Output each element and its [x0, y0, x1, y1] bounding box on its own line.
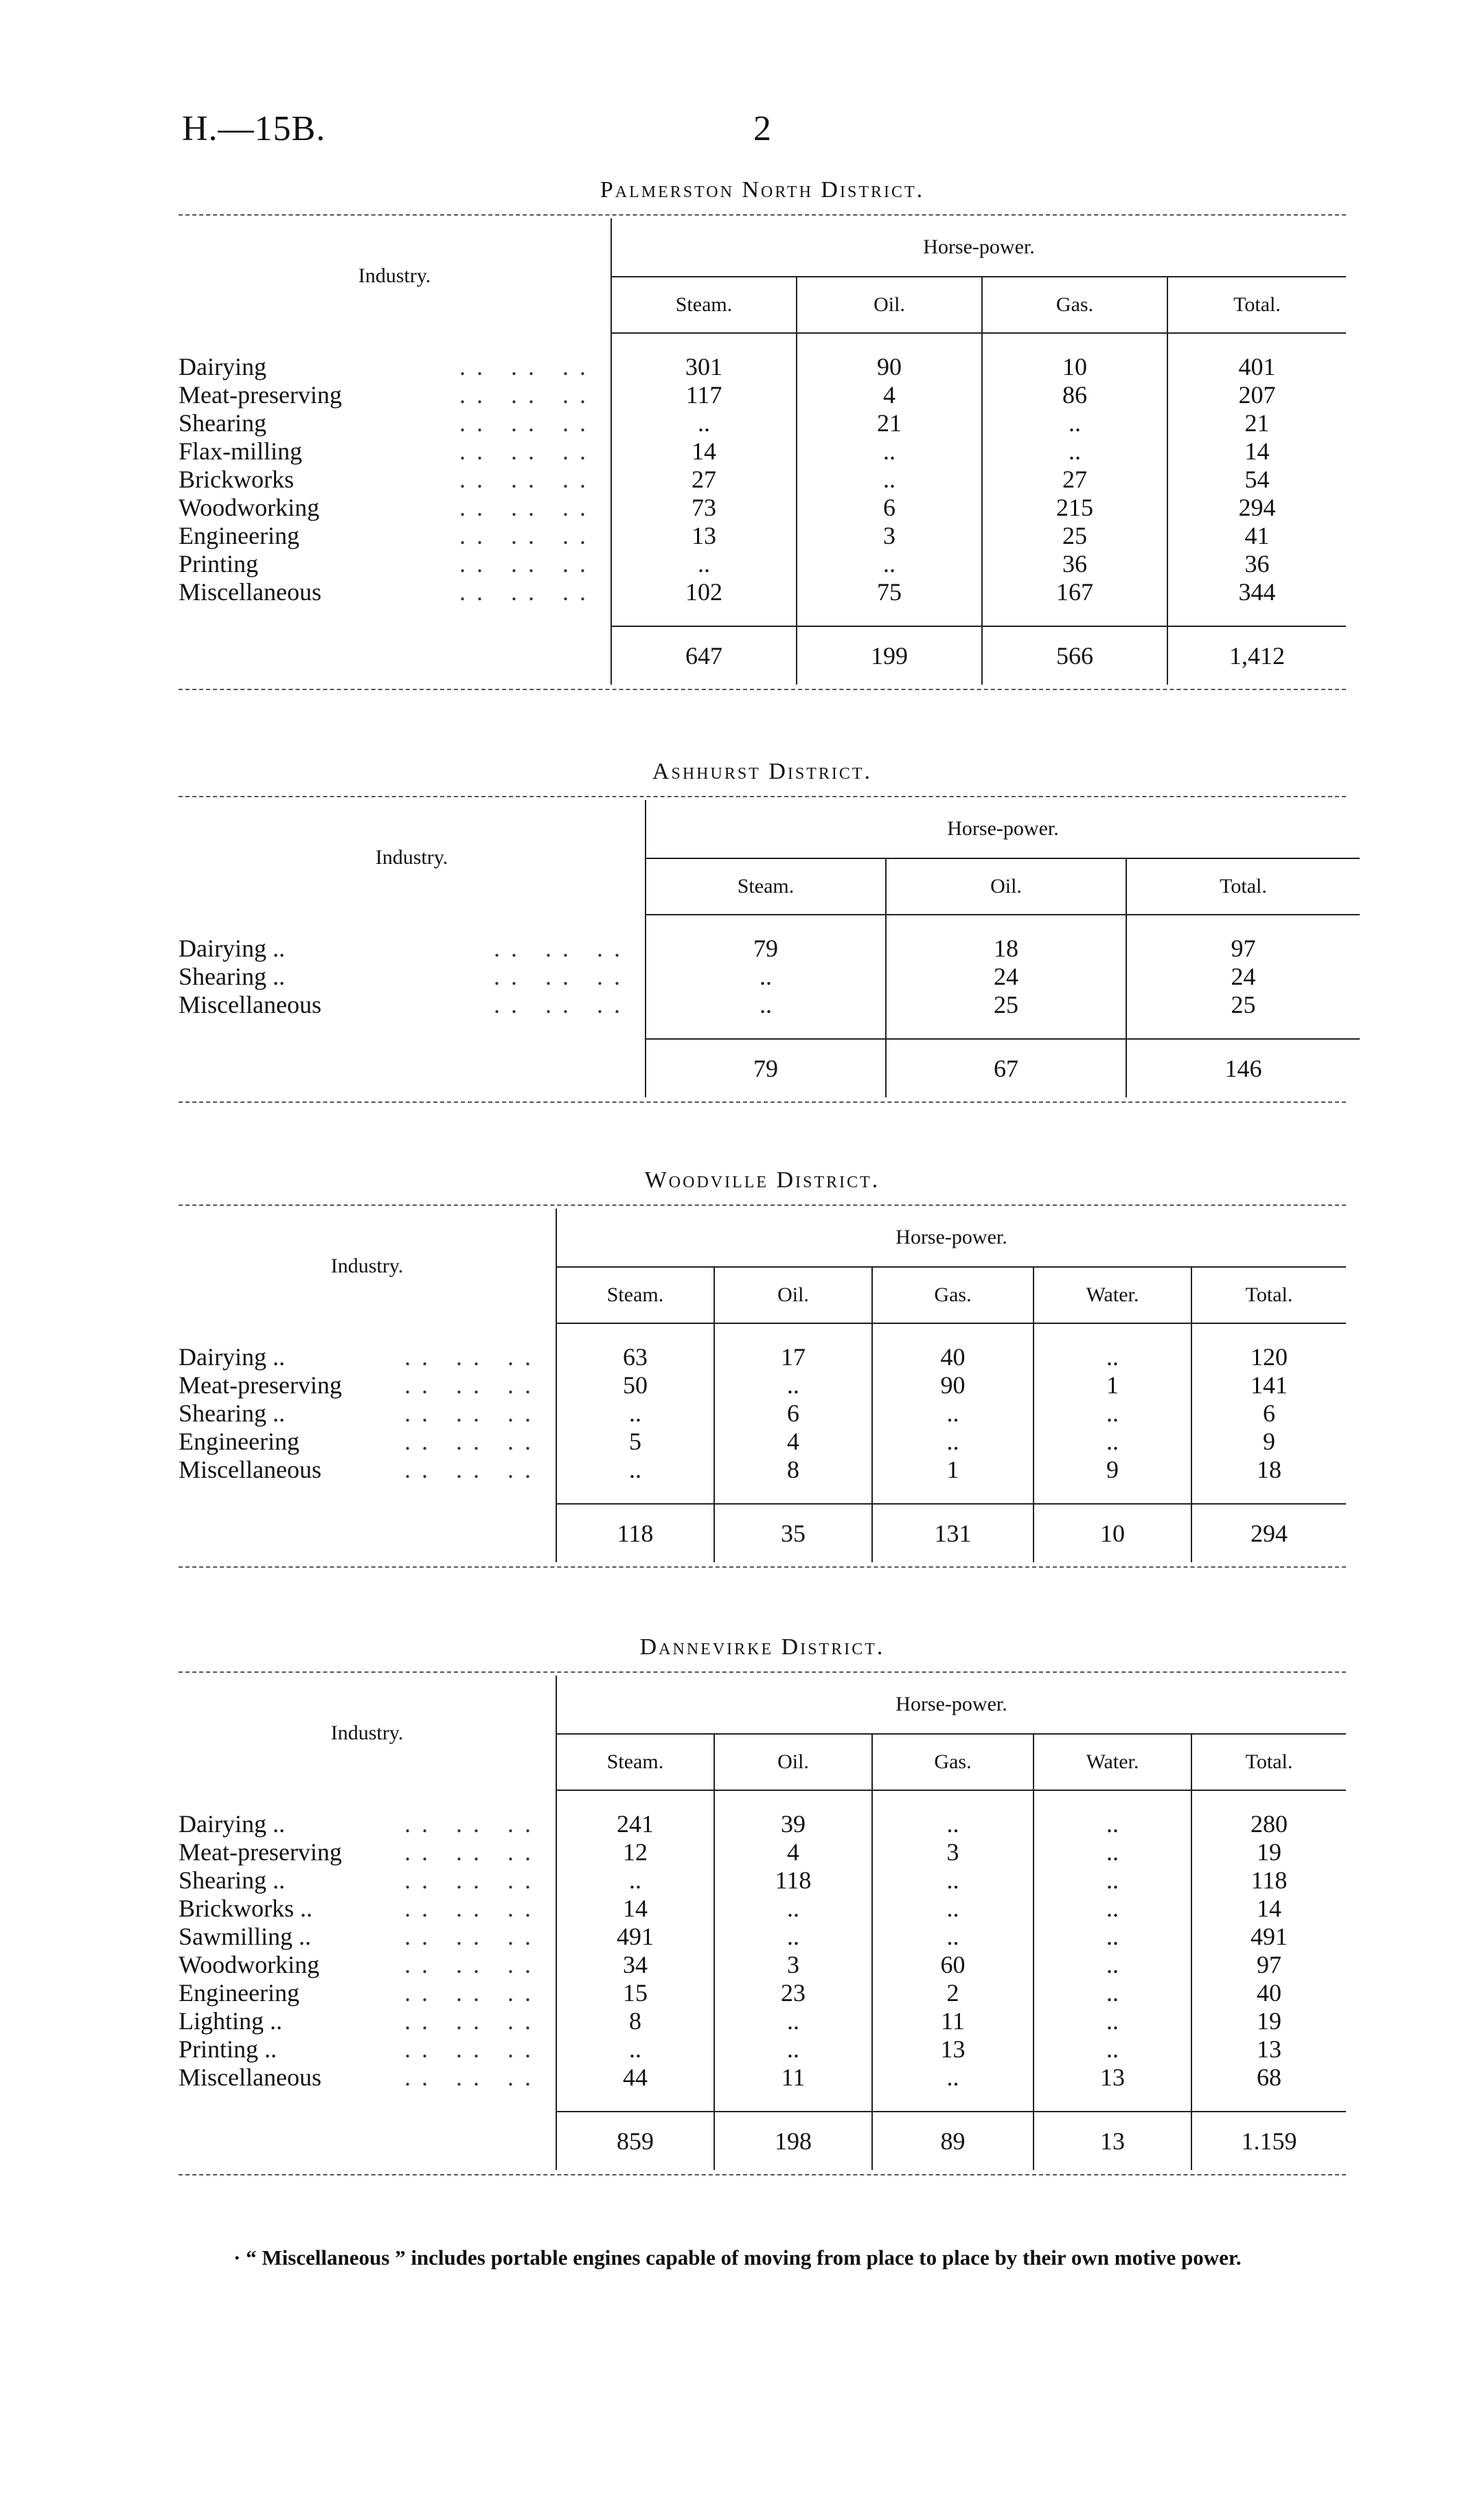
industry-name — [179, 963, 646, 991]
totals-row — [179, 1039, 1360, 1097]
cell-oil: 6 — [797, 494, 982, 522]
cell-water: .. — [1034, 1428, 1191, 1456]
cell-gas: 40 — [872, 1343, 1034, 1371]
table-row — [179, 1371, 1346, 1399]
industry-label: Dairying — [179, 353, 266, 380]
cell-total: 9 — [1191, 1428, 1346, 1456]
leader-dots: .. .. .. — [404, 1866, 542, 1894]
industry-label: Meat-preserving — [179, 1838, 342, 1866]
industry-label: Dairying .. — [179, 935, 285, 962]
cell-steam: 34 — [556, 1951, 714, 1979]
industry-name — [179, 1399, 556, 1428]
leader-dots: .. .. .. — [459, 409, 597, 437]
section-top-rule — [179, 1204, 1346, 1206]
cell-oil: 4 — [714, 1428, 872, 1456]
industry-label: Brickworks — [179, 466, 294, 493]
column-header-total: Total. — [1167, 277, 1346, 333]
industry-label: Woodworking — [179, 1951, 320, 1978]
page-code: H.—15B. — [182, 109, 326, 148]
cell-oil: 11 — [714, 2064, 872, 2092]
industry-name — [179, 1895, 556, 1923]
industry-name — [179, 522, 611, 550]
cell-total: 19 — [1191, 1838, 1346, 1866]
cell-steam: 79 — [646, 935, 886, 963]
cell-gas: 86 — [982, 381, 1167, 409]
cell-gas: .. — [872, 1810, 1034, 1838]
table-row — [179, 1951, 1346, 1979]
cell-steam: 14 — [611, 437, 797, 466]
industry-name — [179, 353, 611, 381]
cell-gas: .. — [872, 1399, 1034, 1428]
table-row — [179, 466, 1346, 494]
leader-dots: .. .. .. — [404, 1810, 542, 1838]
total-gas: 566 — [982, 626, 1167, 685]
cell-steam: 44 — [556, 2064, 714, 2092]
industry-name — [179, 1371, 556, 1399]
section-title: Woodville District. — [644, 1167, 880, 1193]
cell-total: 141 — [1191, 1371, 1346, 1399]
leader-dots: .. .. .. — [494, 935, 631, 962]
column-header-oil: Oil. — [714, 1734, 872, 1790]
cell-water: .. — [1034, 1343, 1191, 1371]
leader-dots: .. .. .. — [459, 466, 597, 493]
total-gas: 89 — [872, 2112, 1034, 2170]
industry-label: Shearing — [179, 409, 266, 437]
table-row — [179, 935, 1360, 963]
leader-dots: .. .. .. — [459, 522, 597, 549]
cell-gas: 1 — [872, 1456, 1034, 1484]
section-bottom-rule — [179, 2174, 1346, 2175]
total-steam: 79 — [646, 1039, 886, 1097]
cell-gas: .. — [872, 1428, 1034, 1456]
industry-label: Engineering — [179, 522, 299, 549]
industry-label: Printing .. — [179, 2035, 277, 2063]
leader-dots: .. .. .. — [404, 2035, 542, 2063]
cell-steam: 12 — [556, 1838, 714, 1866]
total-water: 10 — [1034, 1504, 1191, 1562]
footnote: · “ Miscellaneous ” includes portable engines capable of moving from place to place by their own motive power. — [233, 2246, 1242, 2270]
industry-name — [179, 2007, 556, 2035]
leader-dots: .. .. .. — [494, 991, 631, 1018]
industry-name — [179, 1343, 556, 1371]
horse-power-table — [179, 1676, 1346, 2170]
leader-dots: .. .. .. — [404, 1456, 542, 1483]
table-row — [179, 550, 1346, 578]
cell-total: 54 — [1167, 466, 1346, 494]
horse-power-header: Horse-power. — [556, 1676, 1346, 1734]
cell-oil: 17 — [714, 1343, 872, 1371]
cell-gas: .. — [872, 1895, 1034, 1923]
cell-water: 9 — [1034, 1456, 1191, 1484]
column-header-total: Total. — [1191, 1267, 1346, 1323]
table-row — [179, 2007, 1346, 2035]
leader-dots: .. .. .. — [459, 381, 597, 409]
cell-gas: 27 — [982, 466, 1167, 494]
column-header-oil: Oil. — [886, 858, 1126, 915]
section-bottom-rule — [179, 1101, 1346, 1103]
industry-label: Meat-preserving — [179, 1371, 342, 1399]
column-header-oil: Oil. — [714, 1267, 872, 1323]
cell-steam: 117 — [611, 381, 797, 409]
section-top-rule — [179, 796, 1346, 797]
cell-oil: 24 — [886, 963, 1126, 991]
cell-water: .. — [1034, 1399, 1191, 1428]
cell-total: 13 — [1191, 2035, 1346, 2064]
table-row — [179, 991, 1360, 1019]
table-row — [179, 2035, 1346, 2064]
cell-steam: .. — [556, 1399, 714, 1428]
cell-oil: .. — [714, 2035, 872, 2064]
industry-label: Flax-milling — [179, 437, 302, 465]
column-header-steam: Steam. — [556, 1734, 714, 1790]
cell-steam: .. — [646, 991, 886, 1019]
leader-dots: .. .. .. — [459, 353, 597, 380]
leader-dots: .. .. .. — [404, 1371, 542, 1399]
industry-header: Industry. — [358, 264, 431, 287]
cell-oil: 6 — [714, 1399, 872, 1428]
industry-label: Engineering — [179, 1428, 299, 1455]
industry-name — [179, 1456, 556, 1484]
cell-total: 24 — [1126, 963, 1360, 991]
column-header-steam: Steam. — [556, 1267, 714, 1323]
table-row — [179, 1838, 1346, 1866]
cell-steam: 14 — [556, 1895, 714, 1923]
leader-dots: .. .. .. — [404, 1838, 542, 1866]
cell-steam: 27 — [611, 466, 797, 494]
industry-name — [179, 991, 646, 1019]
cell-total: 120 — [1191, 1343, 1346, 1371]
cell-steam: 73 — [611, 494, 797, 522]
industry-label: Printing — [179, 550, 259, 578]
cell-oil: .. — [797, 437, 982, 466]
leader-dots: .. .. .. — [404, 1923, 542, 1950]
total-total: 146 — [1126, 1039, 1360, 1097]
industry-name — [179, 1838, 556, 1866]
industry-label: Shearing .. — [179, 963, 285, 990]
cell-total: 344 — [1167, 578, 1346, 606]
cell-steam: .. — [611, 409, 797, 437]
column-header-steam: Steam. — [611, 277, 797, 333]
leader-dots: .. .. .. — [404, 1428, 542, 1455]
cell-oil: 23 — [714, 1979, 872, 2007]
industry-name — [179, 381, 611, 409]
horse-power-table — [179, 218, 1346, 685]
cell-total: 207 — [1167, 381, 1346, 409]
industry-label: Sawmilling .. — [179, 1923, 312, 1950]
cell-gas: 90 — [872, 1371, 1034, 1399]
total-steam: 118 — [556, 1504, 714, 1562]
table-row — [179, 1810, 1346, 1838]
column-header-steam: Steam. — [646, 858, 886, 915]
section-bottom-rule — [179, 689, 1346, 690]
cell-steam: .. — [646, 963, 886, 991]
industry-label: Dairying .. — [179, 1810, 285, 1838]
industry-name — [179, 550, 611, 578]
table-row — [179, 1866, 1346, 1895]
table-row — [179, 1343, 1346, 1371]
industry-label: Woodworking — [179, 494, 320, 521]
cell-oil: 3 — [714, 1951, 872, 1979]
industry-label: Shearing .. — [179, 1399, 285, 1427]
cell-steam: 491 — [556, 1923, 714, 1951]
industry-label: Miscellaneous — [179, 2064, 321, 2091]
cell-steam: .. — [611, 550, 797, 578]
cell-gas: 2 — [872, 1979, 1034, 2007]
total-steam: 647 — [611, 626, 797, 685]
industry-name — [179, 437, 611, 466]
cell-total: 491 — [1191, 1923, 1346, 1951]
horse-power-header: Horse-power. — [556, 1209, 1346, 1267]
cell-oil: 4 — [714, 1838, 872, 1866]
industry-name — [179, 1923, 556, 1951]
cell-water: .. — [1034, 1895, 1191, 1923]
leader-dots: .. .. .. — [404, 1399, 542, 1427]
cell-steam: 241 — [556, 1810, 714, 1838]
cell-steam: 50 — [556, 1371, 714, 1399]
industry-header: Industry. — [330, 1721, 404, 1744]
table-row — [179, 381, 1346, 409]
cell-steam: 301 — [611, 353, 797, 381]
page-number: 2 — [753, 109, 771, 148]
industry-name — [179, 1951, 556, 1979]
cell-water: 1 — [1034, 1371, 1191, 1399]
table-row — [179, 963, 1360, 991]
cell-steam: 102 — [611, 578, 797, 606]
totals-row — [179, 2112, 1346, 2170]
industry-name — [179, 409, 611, 437]
horse-power-table — [179, 1209, 1346, 1562]
industry-name — [179, 578, 611, 606]
industry-name — [179, 1428, 556, 1456]
table-row — [179, 1923, 1346, 1951]
table-row — [179, 2064, 1346, 2092]
cell-gas: 11 — [872, 2007, 1034, 2035]
cell-oil: 18 — [886, 935, 1126, 963]
leader-dots: .. .. .. — [404, 1343, 542, 1371]
column-header-gas: Gas. — [982, 277, 1167, 333]
table-row — [179, 578, 1346, 606]
leader-dots: .. .. .. — [404, 2064, 542, 2091]
table-row — [179, 437, 1346, 466]
column-header-water: Water. — [1034, 1267, 1191, 1323]
table-row — [179, 353, 1346, 381]
table-row — [179, 1456, 1346, 1484]
cell-water: .. — [1034, 2007, 1191, 2035]
cell-water: .. — [1034, 1923, 1191, 1951]
cell-oil: 75 — [797, 578, 982, 606]
horse-power-header: Horse-power. — [646, 800, 1360, 858]
cell-steam: .. — [556, 1866, 714, 1895]
cell-gas: 215 — [982, 494, 1167, 522]
leader-dots: .. .. .. — [404, 1979, 542, 2007]
cell-total: 40 — [1191, 1979, 1346, 2007]
cell-total: 36 — [1167, 550, 1346, 578]
table-row — [179, 409, 1346, 437]
cell-oil: .. — [714, 1895, 872, 1923]
column-header-total: Total. — [1191, 1734, 1346, 1790]
horse-power-header: Horse-power. — [611, 218, 1346, 277]
cell-water: .. — [1034, 2035, 1191, 2064]
cell-oil: 118 — [714, 1866, 872, 1895]
column-header-water: Water. — [1034, 1734, 1191, 1790]
industry-label: Brickworks .. — [179, 1895, 312, 1922]
table-row — [179, 522, 1346, 550]
cell-total: 25 — [1126, 991, 1360, 1019]
cell-gas: 167 — [982, 578, 1167, 606]
industry-label: Miscellaneous — [179, 991, 321, 1018]
cell-steam: 8 — [556, 2007, 714, 2035]
total-oil: 199 — [797, 626, 982, 685]
cell-oil: 25 — [886, 991, 1126, 1019]
cell-gas: 60 — [872, 1951, 1034, 1979]
cell-water: .. — [1034, 1979, 1191, 2007]
total-oil: 35 — [714, 1504, 872, 1562]
industry-name — [179, 1810, 556, 1838]
cell-oil: .. — [714, 2007, 872, 2035]
cell-water: .. — [1034, 1838, 1191, 1866]
total-oil: 67 — [886, 1039, 1126, 1097]
industry-label: Miscellaneous — [179, 578, 321, 606]
total-oil: 198 — [714, 2112, 872, 2170]
total-total: 294 — [1191, 1504, 1346, 1562]
cell-total: 68 — [1191, 2064, 1346, 2092]
column-header-gas: Gas. — [872, 1734, 1034, 1790]
industry-label: Shearing .. — [179, 1866, 285, 1894]
cell-gas: 10 — [982, 353, 1167, 381]
cell-steam: 5 — [556, 1428, 714, 1456]
industry-label: Dairying .. — [179, 1343, 285, 1371]
leader-dots: .. .. .. — [459, 578, 597, 606]
cell-steam: 15 — [556, 1979, 714, 2007]
cell-steam: 13 — [611, 522, 797, 550]
cell-total: 21 — [1167, 409, 1346, 437]
section-bottom-rule — [179, 1566, 1346, 1568]
cell-oil: 90 — [797, 353, 982, 381]
industry-name — [179, 466, 611, 494]
industry-name — [179, 1866, 556, 1895]
section-top-rule — [179, 214, 1346, 216]
industry-label: Lighting .. — [179, 2007, 282, 2035]
cell-gas: .. — [872, 1923, 1034, 1951]
cell-gas: .. — [872, 1866, 1034, 1895]
total-water: 13 — [1034, 2112, 1191, 2170]
column-header-gas: Gas. — [872, 1267, 1034, 1323]
cell-oil: 4 — [797, 381, 982, 409]
cell-steam: 63 — [556, 1343, 714, 1371]
cell-gas: 13 — [872, 2035, 1034, 2064]
cell-total: 97 — [1126, 935, 1360, 963]
leader-dots: .. .. .. — [459, 494, 597, 521]
cell-gas: 3 — [872, 1838, 1034, 1866]
cell-total: 280 — [1191, 1810, 1346, 1838]
section-title: Ashhurst District. — [652, 759, 873, 784]
total-gas: 131 — [872, 1504, 1034, 1562]
industry-name — [179, 2035, 556, 2064]
totals-row — [179, 626, 1346, 685]
cell-oil: .. — [797, 466, 982, 494]
cell-oil: 8 — [714, 1456, 872, 1484]
section-title: Dannevirke District. — [639, 1634, 885, 1660]
industry-label: Meat-preserving — [179, 381, 342, 409]
cell-total: 19 — [1191, 2007, 1346, 2035]
cell-total: 6 — [1191, 1399, 1346, 1428]
cell-total: 97 — [1191, 1951, 1346, 1979]
cell-oil: 39 — [714, 1810, 872, 1838]
cell-steam: .. — [556, 1456, 714, 1484]
industry-name — [179, 935, 646, 963]
cell-gas: 25 — [982, 522, 1167, 550]
cell-water: .. — [1034, 1951, 1191, 1979]
total-total: 1,412 — [1167, 626, 1346, 685]
cell-oil: .. — [714, 1923, 872, 1951]
leader-dots: .. .. .. — [459, 550, 597, 578]
industry-name — [179, 1979, 556, 2007]
section-title: Palmerston North District. — [600, 177, 925, 203]
cell-oil: .. — [797, 550, 982, 578]
industry-header: Industry. — [330, 1254, 404, 1277]
industry-name — [179, 494, 611, 522]
leader-dots: .. .. .. — [404, 1951, 542, 1978]
horse-power-table — [179, 800, 1360, 1097]
industry-label: Miscellaneous — [179, 1456, 321, 1483]
leader-dots: .. .. .. — [404, 1895, 542, 1922]
column-header-total: Total. — [1126, 858, 1360, 915]
industry-header: Industry. — [375, 845, 448, 869]
cell-oil: .. — [714, 1371, 872, 1399]
leader-dots: .. .. .. — [459, 437, 597, 465]
total-steam: 859 — [556, 2112, 714, 2170]
cell-gas: .. — [982, 437, 1167, 466]
cell-total: 14 — [1191, 1895, 1346, 1923]
industry-label: Engineering — [179, 1979, 299, 2007]
column-header-oil: Oil. — [797, 277, 982, 333]
cell-gas: 36 — [982, 550, 1167, 578]
industry-name — [179, 2064, 556, 2092]
table-row — [179, 1895, 1346, 1923]
cell-total: 18 — [1191, 1456, 1346, 1484]
cell-gas: .. — [872, 2064, 1034, 2092]
table-row — [179, 1428, 1346, 1456]
cell-steam: .. — [556, 2035, 714, 2064]
cell-total: 14 — [1167, 437, 1346, 466]
cell-total: 41 — [1167, 522, 1346, 550]
section-top-rule — [179, 1671, 1346, 1673]
total-total: 1.159 — [1191, 2112, 1346, 2170]
cell-total: 401 — [1167, 353, 1346, 381]
cell-water: 13 — [1034, 2064, 1191, 2092]
leader-dots: .. .. .. — [404, 2007, 542, 2035]
table-row — [179, 1979, 1346, 2007]
totals-row — [179, 1504, 1346, 1562]
cell-water: .. — [1034, 1866, 1191, 1895]
cell-total: 118 — [1191, 1866, 1346, 1895]
cell-oil: 3 — [797, 522, 982, 550]
cell-oil: 21 — [797, 409, 982, 437]
table-row — [179, 1399, 1346, 1428]
cell-water: .. — [1034, 1810, 1191, 1838]
leader-dots: .. .. .. — [494, 963, 631, 990]
table-row — [179, 494, 1346, 522]
cell-total: 294 — [1167, 494, 1346, 522]
cell-gas: .. — [982, 409, 1167, 437]
